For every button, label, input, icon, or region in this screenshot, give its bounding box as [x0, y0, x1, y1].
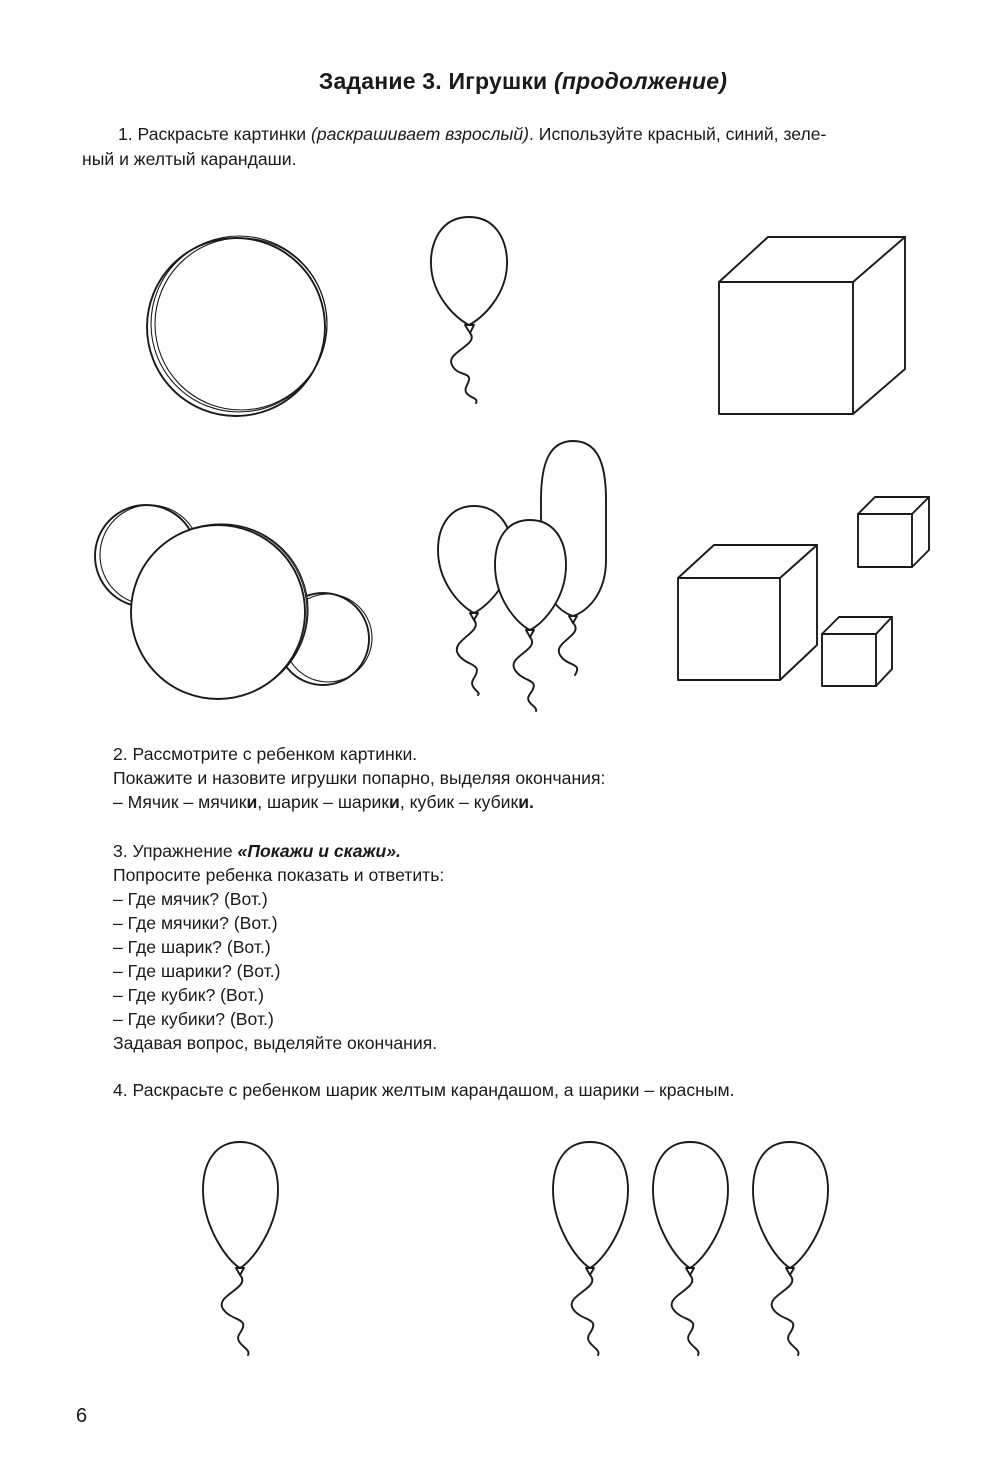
- balloon-picture: [431, 217, 507, 403]
- task3-question: – Где мячики? (Вот.): [113, 913, 278, 933]
- title-continuation: (продолжение): [553, 68, 728, 94]
- task3-question: – Где кубики? (Вот.): [113, 1009, 274, 1029]
- pair-3-ending: и: [518, 792, 530, 812]
- task2-line1: 2. Рассмотрите с ребенком картинки.: [113, 744, 418, 764]
- pair-3-sep: .: [529, 792, 534, 812]
- task4-balloon-2: [653, 1142, 728, 1355]
- pair-2-sep: ,: [399, 792, 410, 812]
- task4-balloon-1: [553, 1142, 628, 1355]
- task4-single-balloon: [203, 1142, 278, 1355]
- pair-1-sep: ,: [257, 792, 268, 812]
- page-number: 6: [76, 1405, 88, 1427]
- task3-heading: [113, 839, 401, 863]
- cube-picture: [719, 237, 905, 414]
- task4-instruction: 4. Раскрасьте с ребенком шарик желтым карандашом, а шарики – красным.: [113, 1080, 735, 1100]
- task2-line2: Покажите и назовите игрушки попарно, выделяя окончания:: [113, 768, 606, 788]
- title-task-number: Задание 3.: [318, 68, 442, 94]
- task1-rest: . Используйте красный, синий, зеле-: [529, 124, 827, 144]
- pair-2-text: шарик – шарик: [267, 792, 390, 812]
- task3-question: – Где шарики? (Вот.): [113, 961, 281, 981]
- task4-balloon-3: [753, 1142, 828, 1355]
- pair-3-text: кубик – кубик: [409, 792, 519, 812]
- title-topic: Игрушки: [448, 68, 548, 94]
- task3-exercise-name: «Покажи и скажи».: [237, 841, 401, 861]
- task3-question: – Где кубик? (Вот.): [113, 985, 264, 1005]
- task4-balloon-group: [553, 1142, 828, 1355]
- cubes-picture: [678, 497, 929, 686]
- task3-intro: Попросите ребенка показать и ответить:: [113, 865, 445, 885]
- task3-question: – Где мячик? (Вот.): [113, 889, 268, 909]
- balls-picture: [95, 505, 372, 699]
- task2-pairs: [113, 790, 534, 814]
- balloons-picture: [438, 441, 606, 711]
- pair-1-text: – Мячик – мячик: [113, 792, 247, 812]
- task1-line2: ный и желтый карандаши.: [82, 149, 297, 169]
- pair-1-ending: и: [246, 792, 258, 812]
- task3-prefix: 3. Упражнение: [113, 841, 238, 861]
- pair-2-ending: и: [389, 792, 400, 812]
- task1-prefix: 1. Раскрасьте картинки: [118, 124, 307, 144]
- task3-question: – Где шарик? (Вот.): [113, 937, 271, 957]
- task1-note: (раскрашивает взрослый): [310, 124, 530, 144]
- task3-outro: Задавая вопрос, выделяйте окончания.: [113, 1033, 438, 1053]
- ball-picture: [147, 236, 327, 416]
